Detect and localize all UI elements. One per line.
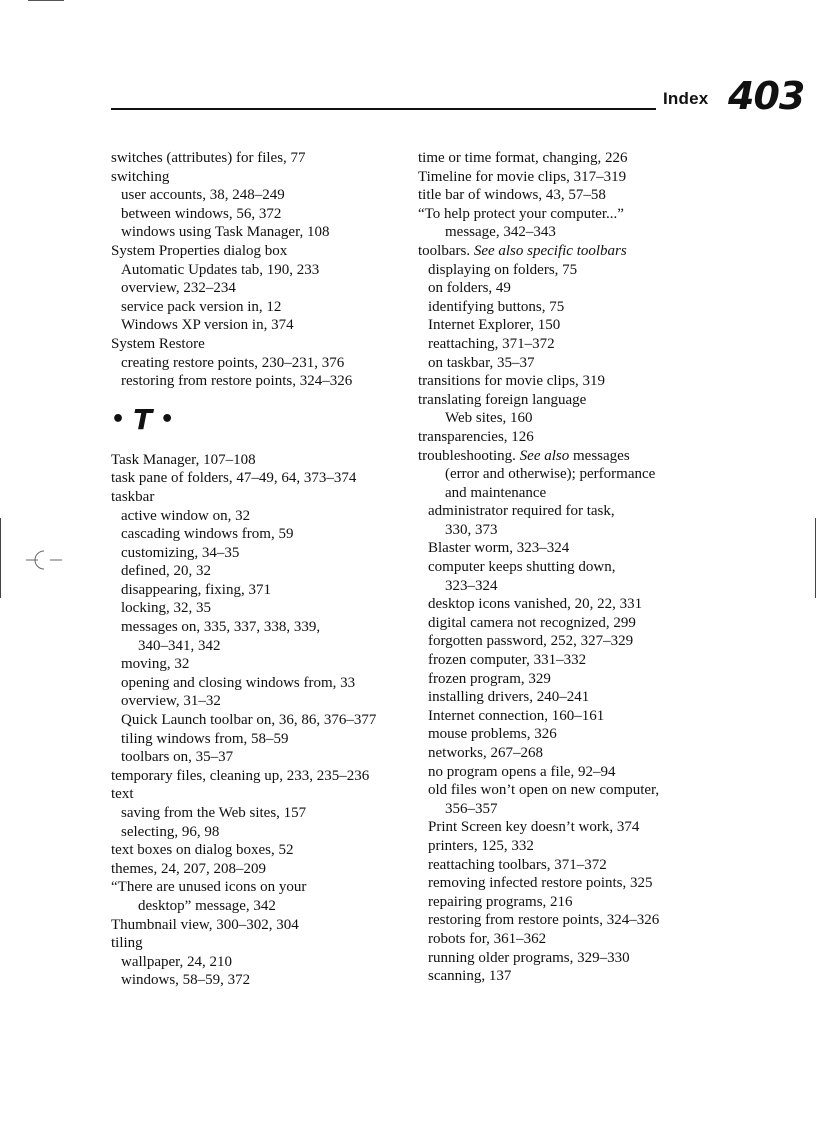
index-entry-text: time or time format, changing, 226: [418, 150, 628, 166]
index-entry: [418, 763, 708, 782]
index-entry: [418, 521, 708, 540]
page-number: 403: [728, 74, 805, 118]
index-entry-text: locking, 32, 35: [121, 600, 211, 617]
index-entry: [111, 223, 406, 242]
index-entry-text: digital camera not recognized, 299: [428, 614, 636, 631]
index-entry: [111, 581, 406, 600]
index-column-left: [111, 149, 406, 990]
index-entry: [111, 823, 406, 842]
index-entry: [111, 335, 406, 354]
index-entry-text: switches (attributes) for files, 77: [111, 150, 306, 166]
index-entry-text: 356–357: [445, 800, 498, 817]
index-entry-text: defined, 20, 32: [121, 563, 211, 580]
index-entry: [111, 562, 406, 581]
index-entry: [111, 279, 406, 298]
index-entry: [418, 186, 708, 205]
index-entry-text: messages on, 335, 337, 338, 339,: [121, 619, 321, 636]
index-entry: [418, 168, 708, 187]
index-entry: [418, 428, 708, 447]
index-entry-text: message, 342–343: [445, 224, 556, 241]
index-entry: [111, 878, 406, 897]
index-entry: [111, 860, 406, 879]
index-entry-text-continued: messages: [569, 447, 630, 464]
index-entry-text: task pane of folders, 47–49, 64, 373–374: [111, 470, 357, 487]
index-entry-text: (error and otherwise); performance: [445, 466, 656, 483]
index-entry-text: themes, 24, 207, 208–209: [111, 860, 266, 877]
index-entry-text: scanning, 137: [428, 968, 512, 985]
index-entry-text: 323–324: [445, 577, 498, 594]
index-entry: [111, 748, 406, 767]
index-entry-text: toolbars.: [418, 242, 474, 259]
index-entry: [111, 674, 406, 693]
index-entry-text: between windows, 56, 372: [121, 205, 282, 222]
index-entry: [111, 692, 406, 711]
index-entry-text: 340–341, 342: [138, 637, 221, 654]
index-entry-text: Internet connection, 160–161: [428, 707, 605, 724]
index-entry: [418, 614, 708, 633]
cross-reference: See also: [519, 447, 570, 464]
index-entry: [111, 897, 406, 916]
index-entry: [111, 953, 406, 972]
index-entry-text: Web sites, 160: [445, 410, 533, 427]
index-entry-text: desktop” message, 342: [138, 897, 276, 914]
index-entry: [111, 544, 406, 563]
index-entry-text: Internet Explorer, 150: [428, 317, 561, 334]
index-entry-text: identifying buttons, 75: [428, 298, 565, 315]
index-column-right: [418, 149, 708, 986]
index-entry: [418, 725, 708, 744]
index-entry: [418, 465, 708, 484]
index-entry: [418, 781, 708, 800]
index-entry: [111, 242, 406, 261]
index-entry: [111, 841, 406, 860]
index-entry-text: reattaching toolbars, 371–372: [428, 856, 607, 873]
index-entry: [418, 670, 708, 689]
index-entry-text: Automatic Updates tab, 190, 233: [121, 261, 320, 278]
index-group-s: [111, 149, 406, 391]
index-entry: [111, 298, 406, 317]
index-entry-text: tiling windows from, 58–59: [121, 730, 289, 747]
index-entry-text: on taskbar, 35–37: [428, 354, 535, 371]
index-entry-text: active window on, 32: [121, 507, 251, 524]
index-entry: [418, 577, 708, 596]
index-entry-text: moving, 32: [121, 656, 190, 673]
index-entry-text: translating foreign language: [418, 391, 587, 408]
index-entry: [418, 632, 708, 651]
index-entry-text: customizing, 34–35: [121, 544, 240, 561]
index-entry-text: robots for, 361–362: [428, 930, 547, 947]
crop-mark-top: [28, 0, 64, 1]
index-entry: [418, 856, 708, 875]
index-entry-text: “There are unused icons on your: [111, 879, 307, 896]
index-entry-text: mouse problems, 326: [428, 726, 557, 743]
section-letter: T: [133, 403, 153, 437]
index-entry-text: wallpaper, 24, 210: [121, 953, 233, 970]
index-entry-text: Task Manager, 107–108: [111, 451, 256, 468]
index-entry-text: windows, 58–59, 372: [121, 972, 251, 989]
index-entry: [418, 261, 708, 280]
index-entry-text: creating restore points, 230–231, 376: [121, 354, 345, 371]
index-entry: [111, 507, 406, 526]
index-entry-text: restoring from restore points, 324–326: [121, 373, 353, 390]
index-entry-text: Quick Launch toolbar on, 36, 86, 376–377: [121, 712, 377, 729]
running-header-label: Index: [663, 89, 709, 108]
index-entry-text: frozen computer, 331–332: [428, 652, 587, 669]
index-entry-text: displaying on folders, 75: [428, 261, 578, 278]
index-entry: [111, 451, 406, 470]
index-entry-text: tiling: [111, 935, 143, 952]
section-heading-t: [111, 391, 406, 451]
index-entry-text: disappearing, fixing, 371: [121, 581, 271, 598]
index-entry: [418, 818, 708, 837]
index-entry: [418, 930, 708, 949]
index-entry: [111, 599, 406, 618]
index-entry: [418, 502, 708, 521]
index-entry: [418, 800, 708, 819]
index-entry-text: selecting, 96, 98: [121, 823, 220, 840]
index-entry: [111, 372, 406, 391]
index-entry: [111, 655, 406, 674]
index-entry-text: Thumbnail view, 300–302, 304: [111, 916, 299, 933]
index-entry: [418, 409, 708, 428]
index-entry: [418, 967, 708, 986]
index-entry: [418, 688, 708, 707]
index-entry: [418, 651, 708, 670]
index-entry-text: windows using Task Manager, 108: [121, 224, 330, 241]
index-entry-text: running older programs, 329–330: [428, 949, 630, 966]
index-entry-text: Blaster worm, 323–324: [428, 540, 570, 557]
cross-reference: See also specific toolbars: [473, 242, 627, 259]
index-entry: [111, 186, 406, 205]
index-entry: [111, 785, 406, 804]
index-entry-text: Windows XP version in, 374: [121, 317, 294, 334]
index-entry: [418, 205, 708, 224]
index-entry: [111, 637, 406, 656]
index-entry: [111, 916, 406, 935]
index-entry-text: service pack version in, 12: [121, 298, 282, 315]
index-entry-text: frozen program, 329: [428, 670, 551, 687]
crop-mark-left: [0, 518, 1, 598]
index-entry-text: switching: [111, 168, 170, 185]
index-entry-text: restoring from restore points, 324–326: [428, 912, 660, 929]
index-entry: [418, 744, 708, 763]
index-entry: [418, 223, 708, 242]
index-entry-text: old files won’t open on new computer,: [428, 782, 660, 799]
index-entry-text: text: [111, 786, 134, 803]
index-entry-text: administrator required for task,: [428, 503, 615, 520]
index-entry: [418, 298, 708, 317]
index-entry: [111, 488, 406, 507]
index-entry: [111, 804, 406, 823]
index-entry-text: 330, 373: [445, 521, 498, 538]
index-entry: [418, 949, 708, 968]
index-entry: [418, 558, 708, 577]
index-entry-text: printers, 125, 332: [428, 837, 534, 854]
index-entry: [111, 711, 406, 730]
index-entry-text: removing infected restore points, 325: [428, 875, 653, 892]
index-entry-text: System Properties dialog box: [111, 242, 288, 259]
index-entry-text: Timeline for movie clips, 317–319: [418, 168, 627, 185]
index-entry: [418, 149, 708, 168]
index-entry: [111, 205, 406, 224]
index-entry: [418, 335, 708, 354]
index-entry-text: troubleshooting.: [418, 447, 520, 464]
index-entry: [111, 469, 406, 488]
index-entry: [111, 149, 406, 168]
section-bullet-left: •: [111, 407, 126, 433]
index-entry-text: on folders, 49: [428, 280, 511, 297]
index-entry-text: forgotten password, 252, 327–329: [428, 633, 634, 650]
index-entry: [111, 525, 406, 544]
index-entry-text: text boxes on dialog boxes, 52: [111, 842, 294, 859]
index-entry: [111, 971, 406, 990]
index-entry: [111, 730, 406, 749]
index-entry-text: “To help protect your computer...”: [418, 205, 624, 222]
index-entry: [418, 391, 708, 410]
index-entry-text: user accounts, 38, 248–249: [121, 187, 285, 204]
index-entry-text: repairing programs, 216: [428, 893, 573, 910]
index-entry: [111, 618, 406, 637]
index-entry-text: temporary files, cleaning up, 233, 235–236: [111, 767, 370, 784]
index-entry-text: taskbar: [111, 488, 155, 505]
registration-mark-icon: [22, 548, 66, 572]
index-entry: [418, 837, 708, 856]
index-entry: [418, 316, 708, 335]
section-bullet-right: •: [160, 407, 175, 433]
index-entry-text: reattaching, 371–372: [428, 335, 555, 352]
index-entry-text: installing drivers, 240–241: [428, 689, 590, 706]
index-entry-text: cascading windows from, 59: [121, 526, 294, 543]
index-entry-text: saving from the Web sites, 157: [121, 805, 307, 821]
index-entry: [418, 279, 708, 298]
header-rule: [111, 108, 656, 110]
index-entry-text: networks, 267–268: [428, 745, 543, 761]
index-entry-text: and maintenance: [445, 484, 547, 501]
index-entry-text: System Restore: [111, 335, 205, 352]
index-entry-text: transparencies, 126: [418, 428, 534, 445]
index-entry-text: transitions for movie clips, 319: [418, 373, 606, 390]
index-group-t: [111, 451, 406, 990]
index-entry: [418, 539, 708, 558]
index-entry: [111, 767, 406, 786]
index-entry: [418, 447, 708, 466]
index-entry: [111, 354, 406, 373]
index-entry-text: desktop icons vanished, 20, 22, 331: [428, 596, 643, 613]
index-entry-text: title bar of windows, 43, 57–58: [418, 187, 606, 204]
index-entry: [418, 911, 708, 930]
index-entry-text: no program opens a file, 92–94: [428, 763, 616, 780]
index-entry: [111, 316, 406, 335]
index-entry-text: overview, 232–234: [121, 280, 236, 297]
index-entry: [111, 934, 406, 953]
index-entry: [418, 707, 708, 726]
index-entry: [111, 168, 406, 187]
index-group-t-continued: [418, 149, 708, 986]
index-entry-text: overview, 31–32: [121, 693, 221, 710]
index-entry-text: Print Screen key doesn’t work, 374: [428, 819, 640, 836]
index-entry: [418, 595, 708, 614]
index-entry: [111, 261, 406, 280]
index-entry-text: toolbars on, 35–37: [121, 749, 234, 766]
index-entry: [418, 484, 708, 503]
index-entry: [418, 354, 708, 373]
index-entry: [418, 372, 708, 391]
index-entry-text: opening and closing windows from, 33: [121, 674, 356, 691]
index-entry-text: computer keeps shutting down,: [428, 559, 616, 576]
index-entry: [418, 242, 708, 261]
index-entry: [418, 893, 708, 912]
index-entry: [418, 874, 708, 893]
